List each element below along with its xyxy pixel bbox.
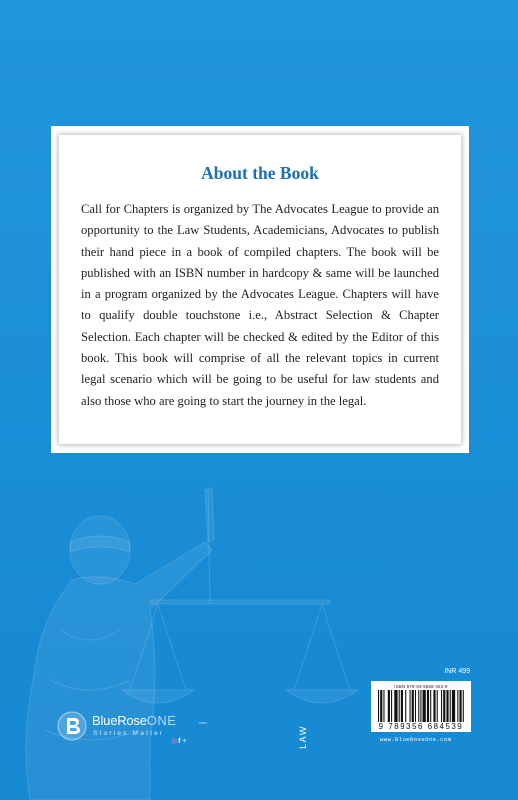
publisher-dotcom: .com [198, 720, 207, 725]
barcode-bar [410, 690, 411, 722]
barcode-bar [415, 690, 416, 722]
barcode-bar [430, 690, 431, 722]
price-label: INR 499 [444, 668, 470, 675]
social-icons [171, 738, 187, 746]
category-label: LAW [298, 725, 308, 749]
barcode-bar [378, 690, 379, 722]
barcode-bar [459, 690, 461, 722]
barcode-bar [427, 690, 429, 722]
publisher-name-accent: ONE [146, 713, 177, 728]
barcode-bar [450, 690, 451, 722]
publisher-logo [57, 711, 217, 751]
publisher-name-main: BlueRose [92, 713, 147, 728]
barcode-bar [383, 690, 384, 722]
about-description: Call for Chapters is organized by The Advocates League to provide an opportunity to the Law Students, Academicians, Advocates to publish their hand piece in a book of compiled chapters. The book will be published with an ISBN number in hardcopy & same will be launched in a program organized by the Advocates League. Chapters will have to qualify double touchstone i.e., Abstract Selection & Chapter Selection. Each chapter will be checked & edited by the Editor of this book. This book will comprise of all the relevant topics in current legal scenario which will be going to be useful for law students and also those who are going to start the journey in the legal. [81, 202, 439, 408]
barcode-bar [437, 690, 438, 722]
barcode-bar [391, 690, 392, 722]
barcode-bar [443, 690, 445, 722]
publisher-tagline: Stories Matter [93, 730, 165, 737]
barcode-bar [399, 690, 400, 722]
barcode-bar [394, 690, 397, 722]
barcode-bar [423, 690, 426, 722]
bluerose-logo-icon [57, 711, 87, 741]
barcode-bar [441, 690, 442, 722]
barcode-bar [446, 690, 448, 722]
barcode-bar [433, 690, 435, 722]
barcode-bars [378, 690, 466, 722]
about-box [51, 126, 469, 453]
barcode-bar [388, 690, 390, 722]
publisher-website: www.BlueRoseOne.com [380, 736, 452, 743]
barcode-bar [380, 690, 382, 722]
twitter-icon: ✦ [181, 738, 188, 745]
about-title: About the Book [201, 163, 319, 183]
barcode-bar [405, 690, 406, 722]
barcode-bar [457, 690, 458, 722]
isbn-label: ISBN 978-93-5668-453-9 [394, 684, 448, 689]
barcode-bar [412, 690, 414, 722]
about-inner-panel [59, 135, 461, 444]
barcode-bar [420, 690, 421, 722]
publisher-name [92, 713, 176, 728]
barcode-bar [418, 690, 419, 722]
isbn-barcode [371, 681, 471, 732]
facebook-icon: f [178, 738, 181, 745]
lady-justice-icon [0, 480, 360, 800]
barcode-bar [463, 690, 464, 722]
barcode-bar [452, 690, 455, 722]
instagram-icon: ◎ [171, 738, 178, 745]
barcode-digits: 9 789356 684539 [378, 722, 464, 731]
barcode-bar [401, 690, 403, 722]
